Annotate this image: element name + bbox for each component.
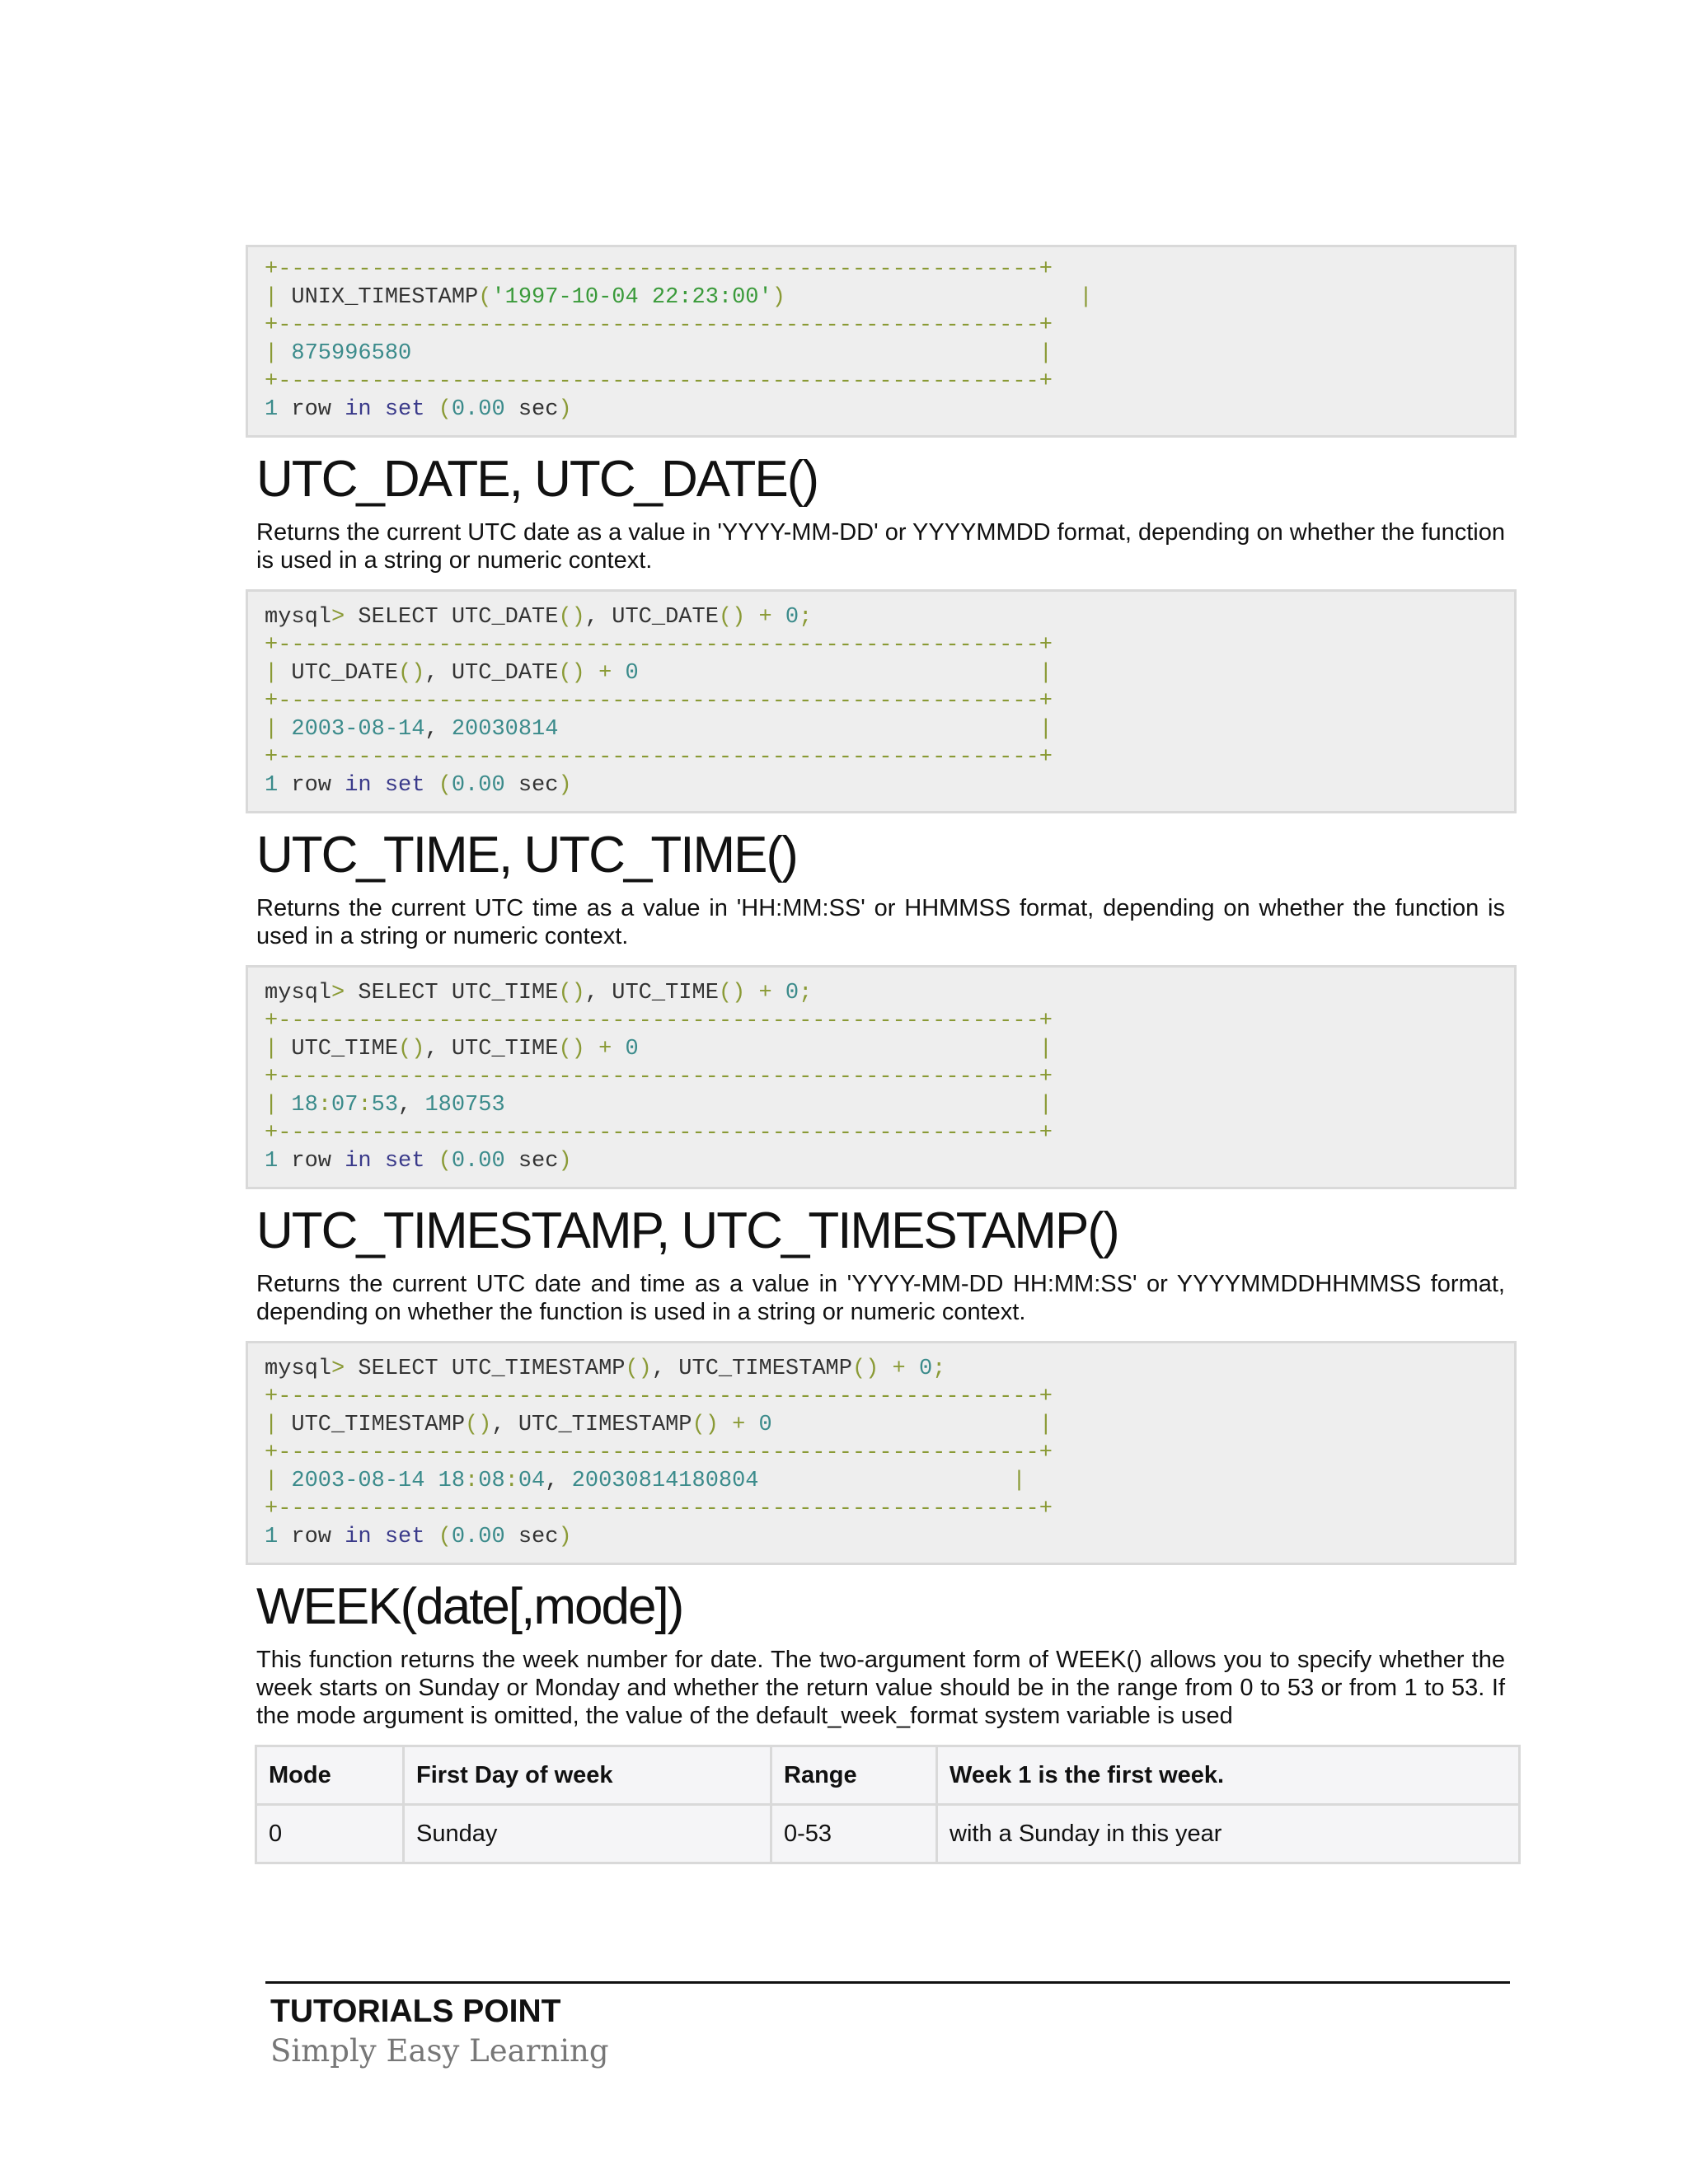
page-footer <box>265 1981 1510 2069</box>
section-description-utc-timestamp: Returns the current UTC date and time as a value in 'YYYY-MM-DD HH:MM:SS' or YYYYMMDDHHMMSS format, depending on whether the function is used in a string or numeric context. <box>256 1271 1505 1325</box>
table-border: +---------------------------------------------------------+ <box>265 1121 1053 1146</box>
mysql-prompt: mysql <box>265 1357 332 1381</box>
column-header: UTC_TIME <box>291 1037 399 1062</box>
operator: + <box>758 981 772 1005</box>
query-time: 0.00 <box>451 397 505 422</box>
query-time: 0.00 <box>451 1149 505 1174</box>
result-value: 20030814180804 <box>571 1469 759 1493</box>
paren: () <box>718 981 746 1005</box>
pipe: | <box>265 1093 279 1118</box>
footer-word: sec <box>518 1525 559 1549</box>
number: 0 <box>918 1357 933 1381</box>
footer-divider <box>265 1981 1510 1984</box>
number: 0 <box>785 605 799 630</box>
keyword: set <box>384 1149 425 1174</box>
pipe: | <box>265 1037 279 1062</box>
paren: () <box>398 1037 425 1062</box>
code-block-utc-date <box>246 589 1517 813</box>
pipe: | <box>1039 661 1053 686</box>
query-text: SELECT UTC_DATE <box>358 605 559 630</box>
section-description-utc-time: Returns the current UTC time as a value in 'HH:MM:SS' or HHMMSS format, depending on whether the function is used in a string or numeric context. <box>256 895 1505 949</box>
footer-word: sec <box>518 1149 559 1174</box>
footer-word: sec <box>518 397 559 422</box>
semicolon: ; <box>799 981 813 1005</box>
code-block-unix-timestamp <box>246 245 1517 438</box>
document-page <box>250 245 1525 1864</box>
table-border: +---------------------------------------------------------+ <box>265 745 1053 770</box>
query-text: UTC_DATE <box>612 605 719 630</box>
pipe: | <box>1012 1469 1026 1493</box>
query-time: 0.00 <box>451 773 505 798</box>
colon: : <box>465 1469 479 1493</box>
paren: () <box>558 605 585 630</box>
column-header: UNIX_TIMESTAMP <box>291 285 479 310</box>
paren: () <box>692 1413 719 1437</box>
paren: () <box>558 981 585 1005</box>
string-literal: '1997-10-04 22:23:00' <box>491 285 772 310</box>
comma: , <box>584 605 599 630</box>
operator: + <box>732 1413 746 1437</box>
table-border: +---------------------------------------------------------+ <box>265 689 1053 714</box>
row-count: 1 <box>265 1149 279 1174</box>
prompt-symbol: > <box>331 605 345 630</box>
mysql-prompt: mysql <box>265 605 332 630</box>
row-count: 1 <box>265 773 279 798</box>
operator: + <box>598 661 612 686</box>
query-text: UTC_TIME <box>612 981 719 1005</box>
comma: , <box>651 1357 666 1381</box>
comma: , <box>398 1093 412 1118</box>
number: 0 <box>758 1413 772 1437</box>
result-value: 04 <box>518 1469 546 1493</box>
table-border: +---------------------------------------------------------+ <box>265 1441 1053 1465</box>
section-description-week: This function returns the week number for date. The two-argument form of WEEK() allows you to specify whether the week starts on Sunday or Monday and whether the return value should be in the range from 0 to 53 or from 1 to 53. If the mode argument is omitted, the value of the default_week_format system variable is used <box>256 1647 1505 1729</box>
table-border: +---------------------------------------------------------+ <box>265 313 1053 338</box>
result-value: 18 <box>438 1469 466 1493</box>
section-title-utc-timestamp: UTC_TIMESTAMP, UTC_TIMESTAMP() <box>256 1202 1118 1259</box>
pipe: | <box>1039 1037 1053 1062</box>
result-value: 20030814 <box>451 717 559 742</box>
table-row <box>256 1805 1520 1863</box>
table-header-row <box>256 1746 1520 1805</box>
result-value: 2003-08-14 <box>291 1469 425 1493</box>
table-border: +---------------------------------------------------------+ <box>265 369 1053 394</box>
column-header: UTC_DATE <box>291 661 399 686</box>
paren: ( <box>438 397 452 422</box>
keyword: in <box>345 1149 372 1174</box>
paren: ) <box>558 773 572 798</box>
comma: , <box>424 717 438 742</box>
column-header-first-day: First Day of week <box>404 1746 771 1805</box>
comma: , <box>584 981 599 1005</box>
keyword: set <box>384 397 425 422</box>
column-header-week-one: Week 1 is the first week. <box>937 1746 1520 1805</box>
table-cell-first-day: Sunday <box>404 1805 771 1863</box>
query-text: SELECT UTC_TIME <box>358 981 559 1005</box>
query-time: 0.00 <box>451 1525 505 1549</box>
paren: () <box>558 661 585 686</box>
table-cell-week-one: with a Sunday in this year <box>937 1805 1520 1863</box>
keyword: in <box>345 1525 372 1549</box>
operator: + <box>892 1357 906 1381</box>
pipe: | <box>1039 341 1053 366</box>
column-header: UTC_TIME <box>451 1037 559 1062</box>
prompt-symbol: > <box>331 981 345 1005</box>
paren: ( <box>438 1149 452 1174</box>
code-block-utc-time <box>246 965 1517 1189</box>
semicolon: ; <box>932 1357 946 1381</box>
table-border: +---------------------------------------------------------+ <box>265 1497 1053 1521</box>
number: 0 <box>625 661 639 686</box>
result-value: 07 <box>331 1093 359 1118</box>
result-value: 2003-08-14 <box>291 717 425 742</box>
query-text: UTC_TIMESTAMP <box>678 1357 852 1381</box>
paren: ) <box>558 397 572 422</box>
keyword: in <box>345 773 372 798</box>
comma: , <box>545 1469 559 1493</box>
section-description-utc-date: Returns the current UTC date as a value in 'YYYY-MM-DD' or YYYYMMDD format, depending on whether the function is used in a string or numeric context. <box>256 519 1505 574</box>
section-title-week: WEEK(date[,mode]) <box>256 1578 683 1635</box>
section-title-utc-time: UTC_TIME, UTC_TIME() <box>256 827 797 883</box>
operator: + <box>758 605 772 630</box>
pipe: | <box>1039 1413 1053 1437</box>
column-header: UTC_DATE <box>451 661 559 686</box>
row-count: 1 <box>265 1525 279 1549</box>
pipe: | <box>265 1469 279 1493</box>
colon: : <box>504 1469 518 1493</box>
pipe: | <box>1039 1093 1053 1118</box>
pipe: | <box>265 717 279 742</box>
table-cell-range: 0-53 <box>771 1805 937 1863</box>
column-header: UTC_TIMESTAMP <box>518 1413 692 1437</box>
footer-brand: TUTORIALS POINT <box>270 1994 561 2029</box>
footer-word: row <box>291 1525 332 1549</box>
result-value: 18 <box>291 1093 318 1118</box>
code-block-utc-timestamp <box>246 1341 1517 1565</box>
pipe: | <box>1079 285 1093 310</box>
colon: : <box>358 1093 372 1118</box>
paren: () <box>625 1357 652 1381</box>
paren: () <box>465 1413 492 1437</box>
number: 0 <box>785 981 799 1005</box>
operator: + <box>598 1037 612 1062</box>
section-title-utc-date: UTC_DATE, UTC_DATE() <box>256 451 818 508</box>
paren: ( <box>438 773 452 798</box>
paren: ) <box>558 1525 572 1549</box>
pipe: | <box>265 341 279 366</box>
paren: ) <box>771 285 785 310</box>
paren: ) <box>558 1149 572 1174</box>
result-value: 875996580 <box>291 341 412 366</box>
row-count: 1 <box>265 397 279 422</box>
table-cell-mode: 0 <box>256 1805 404 1863</box>
paren: ( <box>438 1525 452 1549</box>
week-mode-table <box>255 1745 1521 1864</box>
column-header-range: Range <box>771 1746 937 1805</box>
keyword: in <box>345 397 372 422</box>
paren: () <box>398 661 425 686</box>
result-value: 180753 <box>424 1093 505 1118</box>
pipe: | <box>265 1413 279 1437</box>
prompt-symbol: > <box>331 1357 345 1381</box>
paren: () <box>558 1037 585 1062</box>
paren: () <box>718 605 746 630</box>
table-border: +---------------------------------------------------------+ <box>265 1065 1053 1090</box>
mysql-prompt: mysql <box>265 981 332 1005</box>
comma: , <box>424 661 438 686</box>
semicolon: ; <box>799 605 813 630</box>
table-border: +---------------------------------------------------------+ <box>265 1009 1053 1033</box>
footer-word: row <box>291 397 332 422</box>
paren: () <box>851 1357 879 1381</box>
keyword: set <box>384 1525 425 1549</box>
comma: , <box>491 1413 505 1437</box>
comma: , <box>424 1037 438 1062</box>
footer-tagline: Simply Easy Learning <box>270 2033 609 2069</box>
footer-word: sec <box>518 773 559 798</box>
footer-word: row <box>291 773 332 798</box>
paren: ( <box>478 285 492 310</box>
table-border: +---------------------------------------------------------+ <box>265 1385 1053 1409</box>
table-border: +---------------------------------------------------------+ <box>265 633 1053 658</box>
footer-word: row <box>291 1149 332 1174</box>
result-value: 53 <box>371 1093 399 1118</box>
table-border: +---------------------------------------------------------+ <box>265 257 1053 282</box>
result-value: 08 <box>478 1469 505 1493</box>
query-text: SELECT UTC_TIMESTAMP <box>358 1357 626 1381</box>
pipe: | <box>265 285 279 310</box>
pipe: | <box>1039 717 1053 742</box>
colon: : <box>317 1093 332 1118</box>
keyword: set <box>384 773 425 798</box>
number: 0 <box>625 1037 639 1062</box>
column-header: UTC_TIMESTAMP <box>291 1413 466 1437</box>
pipe: | <box>265 661 279 686</box>
column-header-mode: Mode <box>256 1746 404 1805</box>
